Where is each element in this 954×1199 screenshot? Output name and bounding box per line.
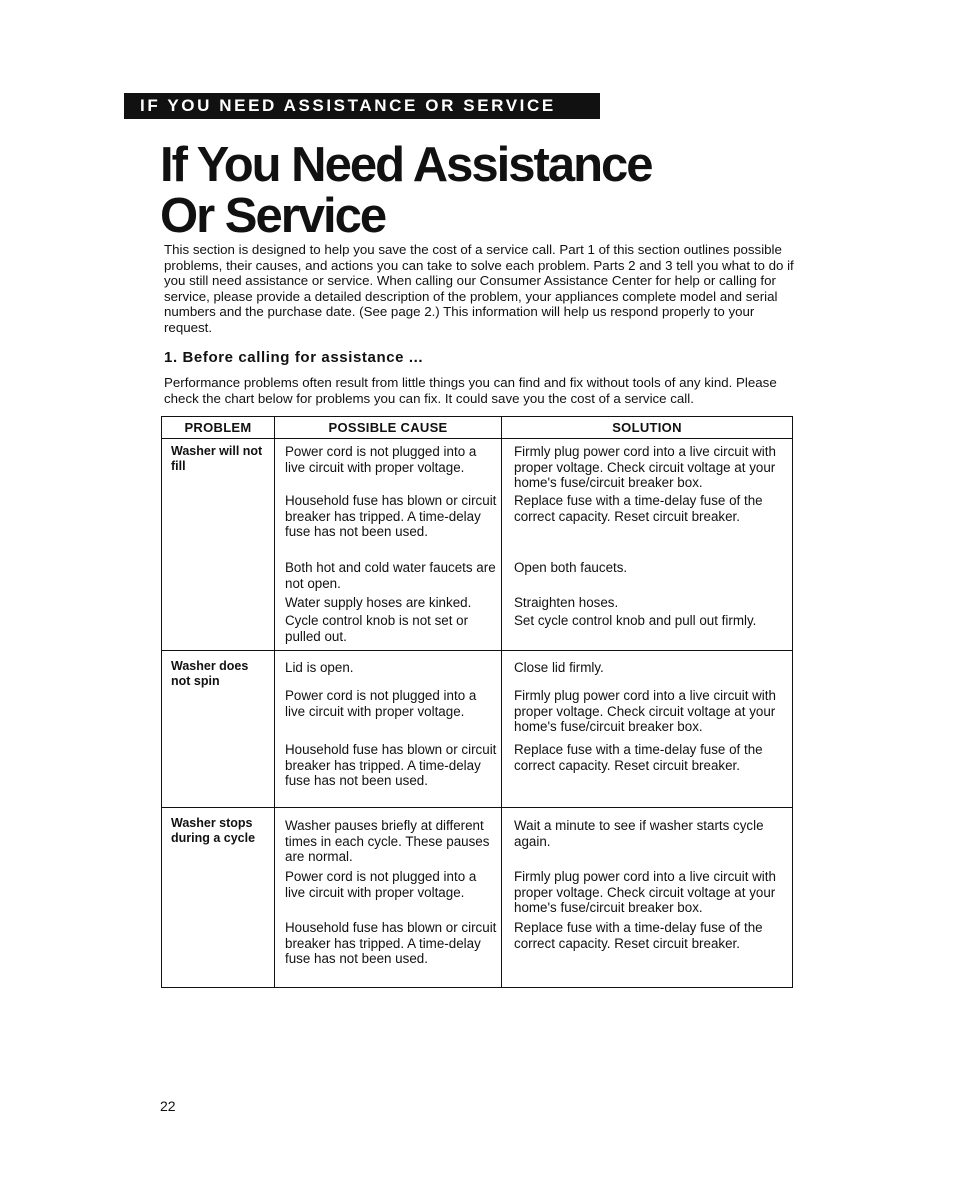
possible-cause: Household fuse has blown or circuit breaker has tripped. A time-delay fuse has not been used. xyxy=(285,493,497,540)
solution: Open both faucets. xyxy=(514,560,628,575)
page-number: 22 xyxy=(160,1098,176,1114)
column-divider xyxy=(274,417,275,987)
solution: Set cycle control knob and pull out firmly. xyxy=(514,613,757,628)
solution: Replace fuse with a time-delay fuse of the correct capacity. Reset circuit breaker. xyxy=(514,742,763,773)
possible-cause: Cycle control knob is not set or pulled out. xyxy=(285,613,469,644)
problem-label: Washer will not fill xyxy=(171,444,263,473)
page-title-line-2: Or Service xyxy=(160,189,386,243)
column-header-problem: PROBLEM xyxy=(184,420,252,435)
solution: Wait a minute to see if washer starts cycle again. xyxy=(514,818,764,849)
solution: Close lid firmly. xyxy=(514,660,604,675)
column-divider xyxy=(501,417,502,987)
solution: Firmly plug power cord into a live circuit with proper voltage. Check circuit voltage at your home's fuse/circuit breaker box. xyxy=(514,688,776,735)
header-divider xyxy=(162,438,792,439)
possible-cause: Power cord is not plugged into a live circuit with proper voltage. xyxy=(285,869,477,900)
possible-cause: Household fuse has blown or circuit breaker has tripped. A time-delay fuse has not been used. xyxy=(285,920,497,967)
solution: Firmly plug power cord into a live circuit with proper voltage. Check circuit voltage at your home's fuse/circuit breaker box. xyxy=(514,869,776,916)
problem-label: Washer stops during a cycle xyxy=(171,816,256,845)
possible-cause: Lid is open. xyxy=(285,660,354,675)
column-header-cause: POSSIBLE CAUSE xyxy=(328,420,448,435)
intro-paragraph: This section is designed to help you save the cost of a service call. Part 1 of this section outlines possible problems, their causes, and actions you can take to solve each problem. Parts 2 and 3 tell you what to do if you still need assistance or service. When calling our Consumer Assistance Center for help or calling for service, please provide a detailed description of the problem, your appliances complete model and serial numbers and the purchase date. (See page 2.) This information will help us respond properly to your request. xyxy=(164,242,794,335)
section-heading: 1. Before calling for assistance ... xyxy=(164,349,424,366)
group-divider xyxy=(162,807,792,808)
section-banner: IF YOU NEED ASSISTANCE OR SERVICE xyxy=(124,93,600,119)
problem-label: Washer does not spin xyxy=(171,659,249,688)
possible-cause: Washer pauses briefly at different times in each cycle. These pauses are normal. xyxy=(285,818,490,865)
possible-cause: Power cord is not plugged into a live circuit with proper voltage. xyxy=(285,688,477,719)
possible-cause: Both hot and cold water faucets are not open. xyxy=(285,560,496,591)
section-paragraph: Performance problems often result from little things you can find and fix without tools of any kind. Please check the chart below for problems you can fix. It could save you the cost of a service call. xyxy=(164,375,777,406)
troubleshooting-table xyxy=(161,416,793,988)
possible-cause: Water supply hoses are kinked. xyxy=(285,595,472,610)
solution: Replace fuse with a time-delay fuse of the correct capacity. Reset circuit breaker. xyxy=(514,920,763,951)
column-header-solution: SOLUTION xyxy=(612,420,682,435)
possible-cause: Power cord is not plugged into a live circuit with proper voltage. xyxy=(285,444,477,475)
page-title-line-1: If You Need Assistance xyxy=(160,138,652,192)
possible-cause: Household fuse has blown or circuit breaker has tripped. A time-delay fuse has not been used. xyxy=(285,742,497,789)
solution: Replace fuse with a time-delay fuse of the correct capacity. Reset circuit breaker. xyxy=(514,493,763,524)
page-title xyxy=(160,140,652,242)
group-divider xyxy=(162,650,792,651)
solution: Firmly plug power cord into a live circuit with proper voltage. Check circuit voltage at your home's fuse/circuit breaker box. xyxy=(514,444,776,491)
solution: Straighten hoses. xyxy=(514,595,619,610)
